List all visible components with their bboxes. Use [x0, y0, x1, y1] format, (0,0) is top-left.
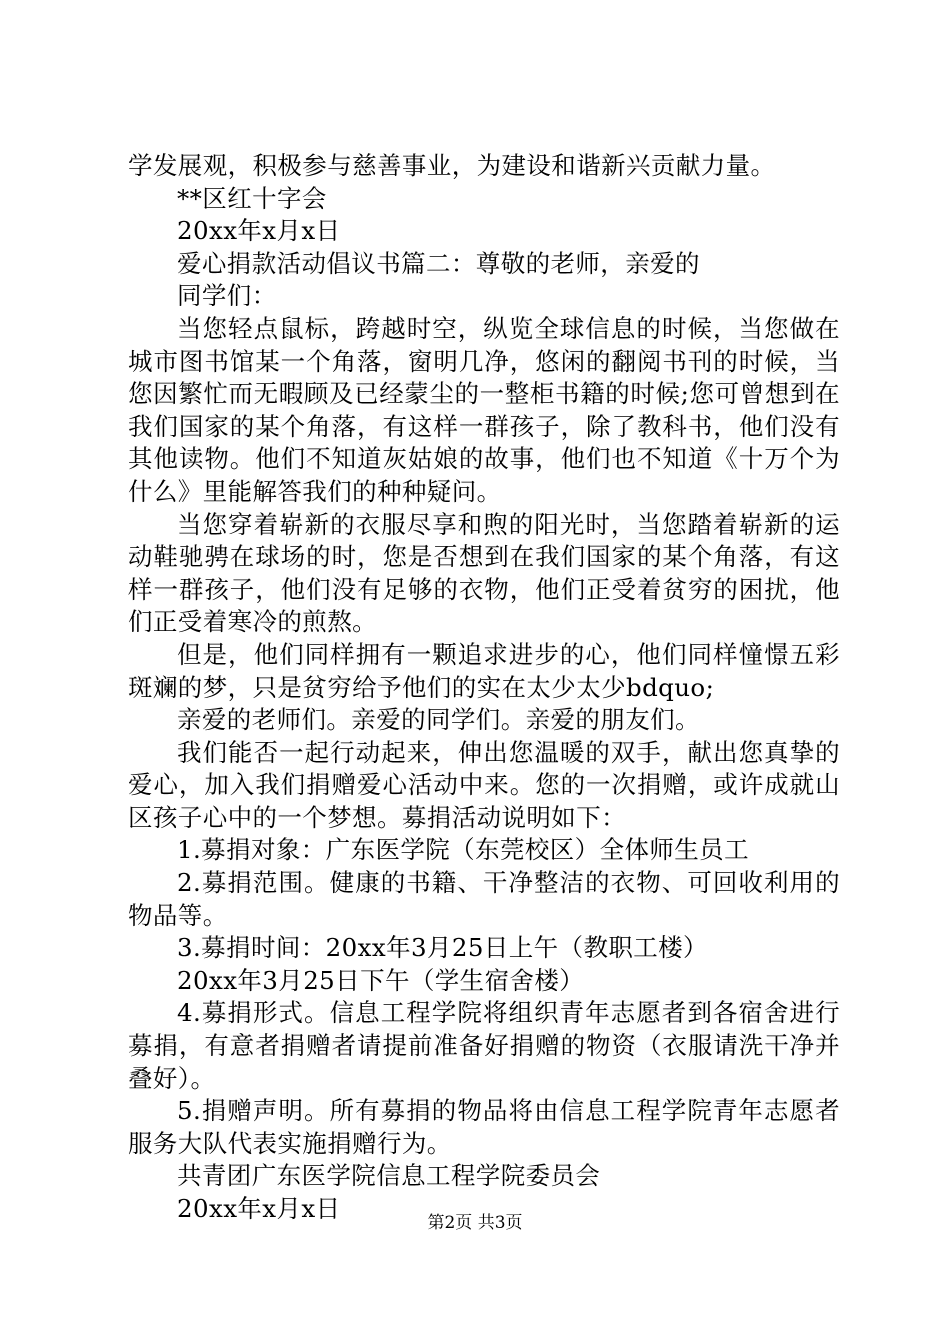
body-paragraph: 但是，他们同样拥有一颗追求进步的心，他们同样憧憬五彩斑斓的梦，只是贫穷给予他们的实在太少太少bdquo;	[128, 639, 840, 702]
signature-org: 共青团广东医学院信息工程学院委员会	[177, 1161, 601, 1191]
signature-date: 20xx年x月x日	[177, 216, 341, 246]
document-body	[128, 150, 840, 1226]
body-paragraph: 当您轻点鼠标，跨越时空，纵览全球信息的时候，当您做在城市图书馆某一个角落，窗明几净，悠闲的翻阅书刊的时候，当您因繁忙而无暇顾及已经蒙尘的一整柜书籍的时候;您可曾想到在我们国家的某个角落，有这样一群孩子，除了教科书，他们没有其他读物。他们不知道灰姑娘的故事，他们也不知道《十万个为什么》里能解答我们的种种疑问。	[128, 313, 840, 506]
list-item: 2.募捐范围。健康的书籍、干净整洁的衣物、可回收利用的物品等。	[128, 868, 840, 930]
list-item: 1.募捐对象：广东医学院（东莞校区）全体师生员工	[177, 835, 749, 865]
list-item: 3.募捐时间：20xx年3月25日上午（教职工楼）	[177, 933, 708, 963]
list-item: 4.募捐形式。信息工程学院将组织青年志愿者到各宿舍进行募捐，有意者捐赠者请提前准备好捐赠的物资（衣服请洗干净并叠好）。	[128, 998, 840, 1093]
list-item: 5.捐赠声明。所有募捐的物品将由信息工程学院青年志愿者服务大队代表实施捐赠行为。	[128, 1096, 840, 1158]
page-number: 第2页 共3页	[427, 1213, 523, 1233]
body-paragraph: 我们能否一起行动起来，伸出您温暖的双手，献出您真挚的爱心，加入我们捐赠爱心活动中来。您的一次捐赠，或许成就山区孩子心中的一个梦想。募捐活动说明如下：	[128, 737, 840, 832]
section-heading: 爱心捐款活动倡议书篇二：尊敬的老师，亲爱的	[177, 248, 700, 278]
list-item-continuation: 20xx年3月25日下午（学生宿舍楼）	[177, 965, 585, 995]
signature-org: **区红十字会	[177, 183, 327, 213]
signature-date: 20xx年x月x日	[177, 1194, 341, 1223]
body-paragraph: 当您穿着崭新的衣服尽享和煦的阳光时，当您踏着崭新的运动鞋驰骋在球场的时，您是否想到在我们国家的某个角落，有这样一群孩子，他们没有足够的衣物，他们正受着贫穷的困扰，他们正受着寒冷的煎熬。	[128, 509, 840, 637]
paragraph-continuation: 学发展观，积极参与慈善事业，为建设和谐新兴贡献力量。	[128, 151, 776, 180]
salutation: 同学们：	[177, 281, 277, 311]
body-paragraph: 亲爱的老师们。亲爱的同学们。亲爱的朋友们。	[177, 705, 700, 735]
